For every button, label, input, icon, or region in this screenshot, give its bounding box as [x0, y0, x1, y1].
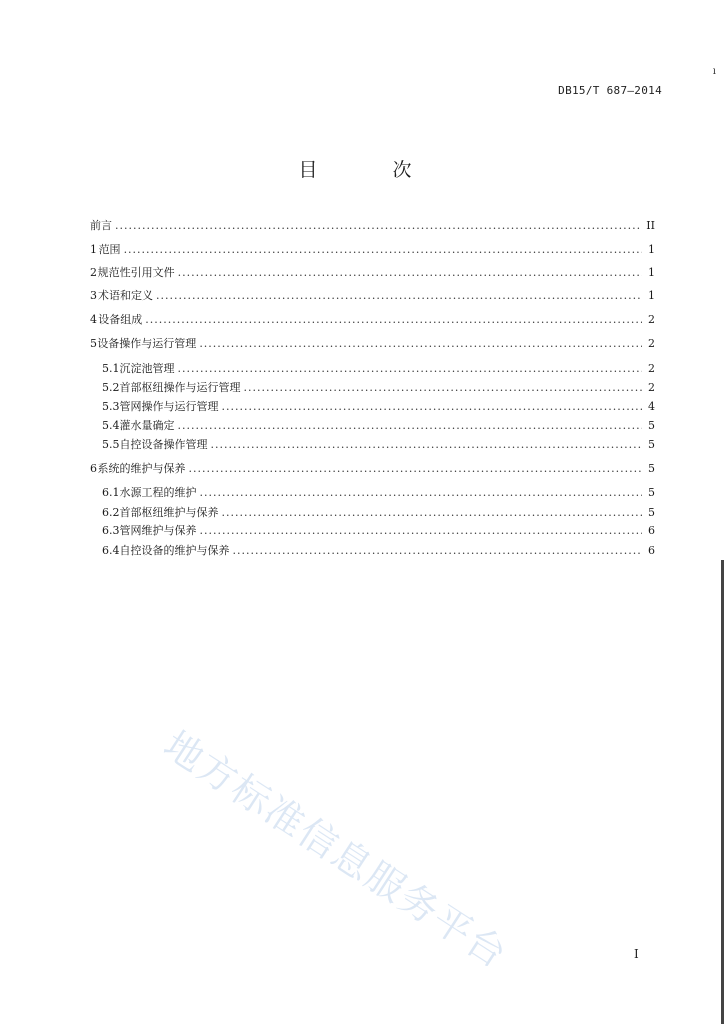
toc-entry-label: 水源工程的维护 [119, 486, 197, 499]
edge-tick-mark: ı [712, 66, 716, 77]
toc-leader-dots [115, 218, 642, 234]
toc-entry-number: 5.2 [102, 381, 120, 394]
toc-entry-label: 管网维护与保养 [119, 524, 197, 537]
toc-entry-page: 5 [648, 486, 655, 499]
toc-leader-dots [178, 265, 642, 281]
toc-leader-dots [222, 399, 643, 415]
toc-entry-label: 首部枢纽维护与保养 [119, 506, 219, 519]
toc-entry-label: 规范性引用文件 [97, 266, 175, 279]
toc-entry-page: 4 [648, 400, 655, 413]
toc-entry[interactable] [102, 399, 655, 415]
toc-leader-dots [145, 312, 642, 328]
toc-entry-page: 6 [648, 524, 655, 537]
toc-entry-page: 5 [648, 462, 655, 475]
toc-entry-label: 沉淀池管理 [119, 362, 175, 375]
toc-entry-label: 术语和定义 [98, 289, 154, 302]
toc-entry-number: 5.1 [102, 362, 120, 375]
toc-entry-label: 范围 [98, 243, 121, 256]
toc-entry[interactable] [90, 218, 655, 234]
toc-entry-number: 5 [90, 337, 97, 350]
toc-entry-label: 灌水量确定 [119, 419, 175, 432]
toc-entry-page: 5 [648, 438, 655, 451]
toc-entry[interactable] [90, 336, 655, 352]
toc-entry-number: 6.3 [102, 524, 120, 537]
toc-entry[interactable] [90, 288, 655, 304]
toc-entry-number: 5.4 [102, 419, 120, 432]
toc-leader-dots [244, 380, 643, 396]
toc-entry-number: 6 [90, 462, 97, 475]
toc-entry-page: II [646, 219, 655, 232]
toc-entry-label: 设备组成 [98, 313, 143, 326]
toc-entry-number: 3 [90, 289, 97, 302]
toc-entry[interactable] [90, 242, 655, 258]
toc-entry-page: 1 [648, 289, 655, 302]
toc-entry-page: 6 [648, 544, 655, 557]
toc-entry-page: 1 [648, 266, 655, 279]
toc-entry-number: 2 [90, 266, 97, 279]
toc-entry-label: 管网操作与运行管理 [119, 400, 219, 413]
toc-leader-dots [124, 242, 642, 258]
toc-entry[interactable] [102, 380, 655, 396]
watermark-text: 地方标准信息服务平台 [156, 722, 516, 978]
toc-entry[interactable] [90, 265, 655, 281]
toc-entry-number: 6.1 [102, 486, 120, 499]
toc-leader-dots [200, 523, 643, 539]
page-number: I [634, 947, 639, 961]
toc-entry-page: 1 [648, 243, 655, 256]
toc-entry[interactable] [102, 543, 655, 559]
toc-entry-label: 自控设备操作管理 [119, 438, 208, 451]
toc-leader-dots [233, 543, 643, 559]
toc-entry-label: 首部枢纽操作与运行管理 [119, 381, 241, 394]
toc-entry[interactable] [90, 312, 655, 328]
toc-title: 目 次 [298, 159, 440, 181]
toc-entry[interactable] [102, 418, 655, 434]
toc-entry-page: 2 [648, 381, 655, 394]
toc-entry[interactable] [102, 485, 655, 501]
toc-entry-label: 系统的维护与保养 [97, 462, 186, 475]
toc-entry[interactable] [102, 523, 655, 539]
toc-leader-dots [222, 505, 643, 521]
toc-entry-page: 2 [648, 362, 655, 375]
toc-entry-page: 2 [648, 337, 655, 350]
toc-leader-dots [189, 461, 643, 477]
toc-leader-dots [211, 437, 643, 453]
toc-entry[interactable] [102, 437, 655, 453]
toc-entry-page: 5 [648, 419, 655, 432]
toc-entry-number: 6.2 [102, 506, 120, 519]
toc-entry[interactable] [102, 505, 655, 521]
toc-entry-number: 6.4 [102, 544, 120, 557]
toc-leader-dots [199, 336, 642, 352]
toc-entry-page: 5 [648, 506, 655, 519]
toc-entry[interactable] [90, 461, 655, 477]
toc-leader-dots [178, 418, 643, 434]
toc-entry-number: 1 [90, 243, 97, 256]
standard-code: DB15/T 687—2014 [558, 84, 662, 97]
toc-entry-number: 5.3 [102, 400, 120, 413]
toc-leader-dots [200, 485, 643, 501]
toc-entry-number: 5.5 [102, 438, 120, 451]
toc-leader-dots [178, 361, 643, 377]
toc-entry-page: 2 [648, 313, 655, 326]
toc-entry-label: 前言 [90, 219, 112, 232]
toc-entry-number: 4 [90, 313, 97, 326]
toc-leader-dots [156, 288, 642, 304]
toc-entry[interactable] [102, 361, 655, 377]
toc-entry-label: 设备操作与运行管理 [97, 337, 197, 350]
toc-entry-label: 自控设备的维护与保养 [119, 544, 230, 557]
